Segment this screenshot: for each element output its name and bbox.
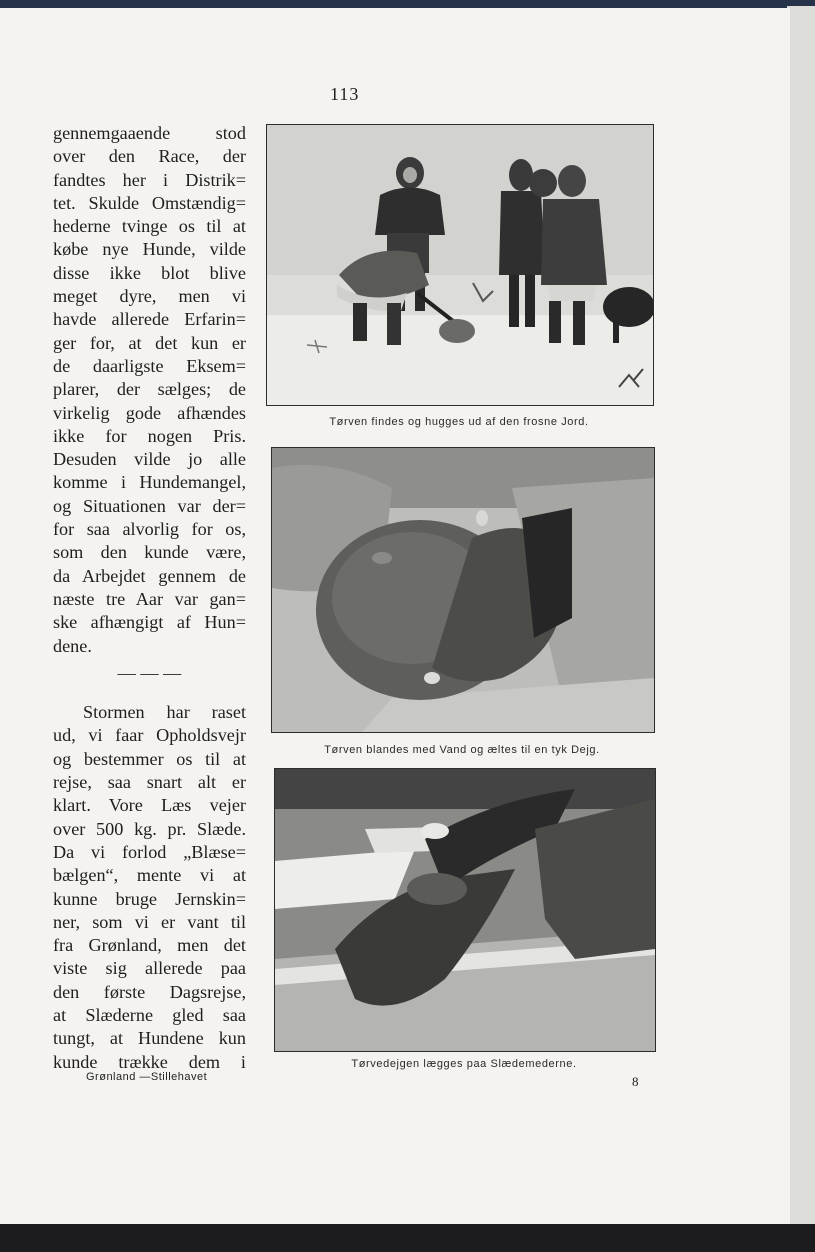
book-page [0, 8, 790, 1224]
text-line: klart. Vore Læs vejer [53, 795, 246, 816]
running-footer: Grønland —Stillehavet [86, 1071, 208, 1083]
book-cover-edge [787, 6, 815, 1226]
figure-caption: Tørvedejgen lægges paa Slædemederne. [351, 1058, 577, 1070]
text-line: virkelig gode afhændes [53, 402, 246, 423]
sledge-illustration [275, 769, 655, 1051]
text-line: havde allerede Erfarin= [53, 309, 246, 330]
text-line: Stormen har raset [83, 702, 246, 723]
text-line: for saa alvorlig for os, [53, 519, 246, 540]
text-line: købe nye Hunde, vilde [53, 239, 246, 260]
text-line: over 500 kg. pr. Slæde. [53, 818, 246, 839]
text-line: Desuden vilde jo alle [53, 449, 246, 470]
text-line: den første Dagsrejse, [53, 981, 246, 1002]
snow-scene-illustration [267, 125, 653, 405]
photo-sledge-runners [274, 768, 656, 1052]
text-line: ger for, at det kun er [53, 332, 246, 353]
text-line: ske afhængigt af Hun= [53, 612, 246, 633]
text-line: rejse, saa snart alt er [53, 772, 246, 793]
text-line: fra Grønland, men det [53, 935, 246, 956]
text-line: gennemgaaende stod [53, 123, 246, 143]
bottom-binding-edge [0, 1224, 815, 1252]
text-line: viste sig allerede paa [53, 958, 246, 979]
text-line: tungt, at Hundene kun [53, 1028, 246, 1049]
text-line: kunne bruge Jernskin= [53, 888, 246, 909]
kneading-illustration [272, 448, 654, 732]
text-line: ner, som vi er vant til [53, 911, 246, 932]
text-line: og bestemmer os til at [53, 748, 246, 769]
text-line: over den Race, der [53, 146, 246, 167]
text-line: Da vi forlod „Blæse= [53, 841, 246, 862]
text-line: hederne tvinge os til at [53, 216, 246, 237]
section-separator: — — — [117, 662, 182, 683]
text-line: meget dyre, men vi [53, 286, 246, 307]
text-line: da Arbejdet gennem de [53, 565, 246, 586]
text-line: dene. [53, 635, 92, 656]
text-line: komme i Hundemangel, [53, 472, 246, 493]
text-line: tet. Skulde Omstændig= [53, 192, 246, 213]
figure-caption: Tørven blandes med Vand og æltes til en tyk Dejg. [324, 744, 600, 756]
text-line: de daarligste Eksem= [53, 355, 246, 376]
text-line: disse ikke blot blive [53, 262, 246, 283]
text-line: at Slæderne gled saa [53, 1004, 246, 1025]
text-line: bælgen“, mente vi at [53, 865, 246, 886]
text-line: og Situationen var der= [53, 495, 246, 516]
text-line: som den kunde være, [53, 542, 246, 563]
text-line: næste tre Aar var gan= [53, 588, 246, 609]
photo-peat-digging [266, 124, 654, 406]
photo-peat-kneading [271, 447, 655, 733]
text-line: fandtes her i Distrik= [53, 169, 246, 190]
figure-caption: Tørven findes og hugges ud af den frosne Jord. [329, 416, 589, 428]
signature-mark: 8 [632, 1074, 639, 1089]
text-line: ikke for nogen Pris. [53, 425, 246, 446]
text-line: plarer, der sælges; de [53, 379, 246, 400]
text-line: kunde trække dem i [53, 1051, 246, 1072]
page-number: 113 [330, 84, 360, 104]
text-line: ud, vi faar Opholdsvejr [53, 725, 246, 746]
body-text-column [53, 122, 246, 1074]
